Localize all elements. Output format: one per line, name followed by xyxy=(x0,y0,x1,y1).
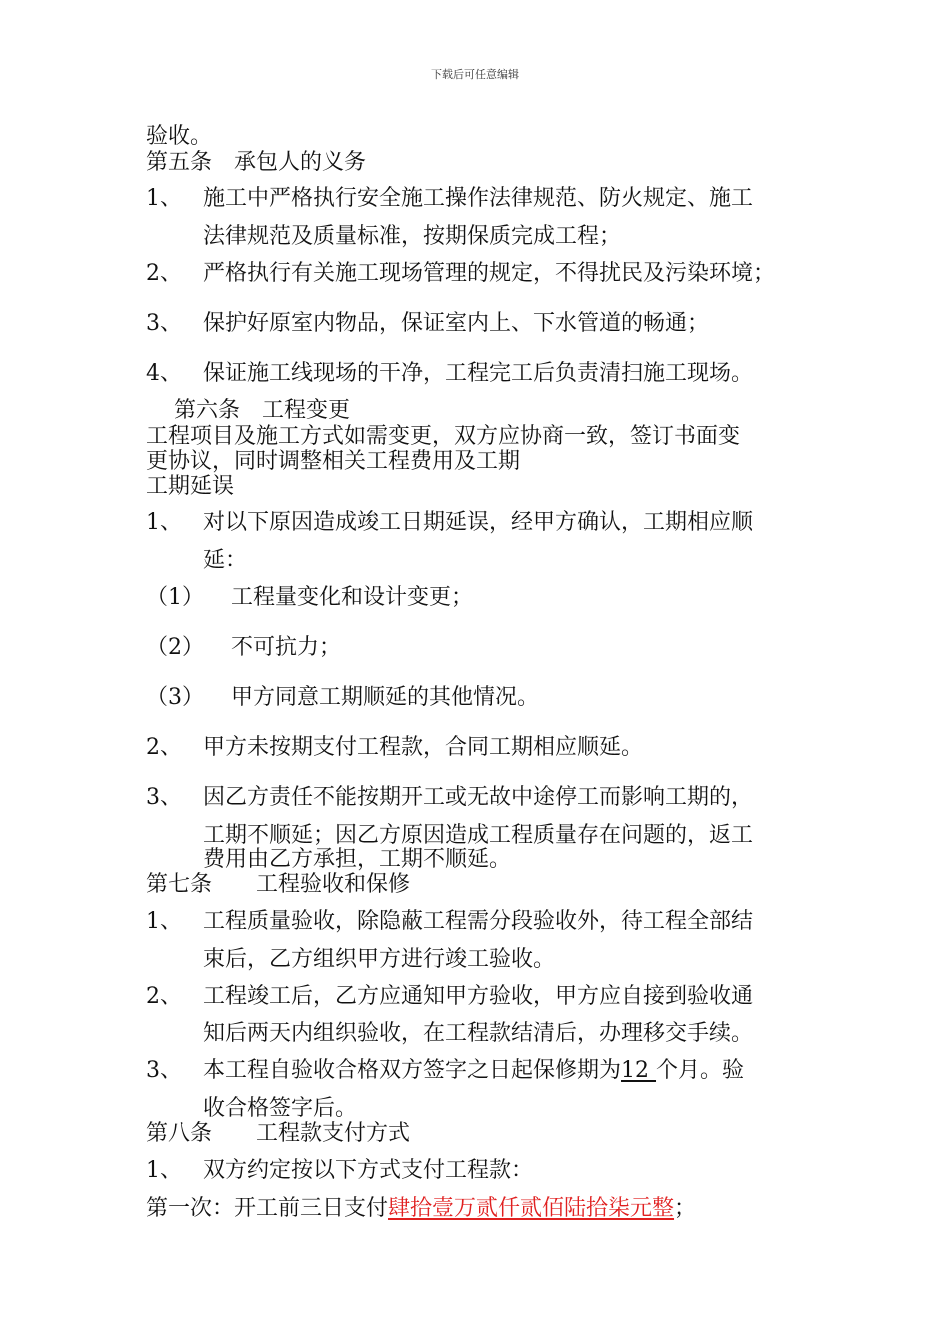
list-text xyxy=(203,1058,744,1084)
list-number: 1、 xyxy=(146,186,182,211)
list-number: 2、 xyxy=(146,984,182,1009)
list-number: 3、 xyxy=(146,311,182,336)
payment-line-1 xyxy=(146,1196,696,1222)
section-heading-6: 第六条 工程变更 xyxy=(174,398,351,423)
list-text-continued: 法律规范及质量标准，按期保质完成工程； xyxy=(203,224,622,249)
page-header: 下载后可任意编辑 xyxy=(431,68,519,81)
list-number: （1） xyxy=(146,585,204,610)
payment-label: 第一次：开工前三日支付 xyxy=(146,1196,389,1221)
section-heading-5: 第五条 承包人的义务 xyxy=(146,150,367,175)
paragraph-line: 更协议，同时调整相关工程费用及工期 xyxy=(146,449,521,474)
list-text: 因乙方责任不能按期开工或无故中途停工而影响工期的， xyxy=(203,785,754,810)
list-number: （3） xyxy=(146,685,204,710)
list-number: 2、 xyxy=(146,735,182,760)
list-text-continued: 知后两天内组织验收，在工程款结清后，办理移交手续。 xyxy=(203,1021,754,1046)
list-text: 保护好原室内物品，保证室内上、下水管道的畅通； xyxy=(203,311,710,336)
paragraph-line: 工程项目及施工方式如需变更，双方应协商一致，签订书面变 xyxy=(146,424,741,449)
list-text-continued: 工期不顺延；因乙方原因造成工程质量存在问题的，返工 xyxy=(203,823,754,848)
payment-end: ； xyxy=(674,1196,697,1221)
list-text: 严格执行有关施工现场管理的规定，不得扰民及污染环境； xyxy=(203,261,776,286)
list-number: 1、 xyxy=(146,909,182,934)
list-text: 工程质量验收，除隐蔽工程需分段验收外，待工程全部结 xyxy=(203,909,754,934)
list-number: 3、 xyxy=(146,1058,182,1083)
list-text: 保证施工线现场的干净，工程完工后负责清扫施工现场。 xyxy=(203,361,754,386)
list-text-continued: 延： xyxy=(203,548,248,573)
list-number: （2） xyxy=(146,635,204,660)
list-text: 双方约定按以下方式支付工程款： xyxy=(203,1158,534,1183)
list-text-continued: 束后，乙方组织甲方进行竣工验收。 xyxy=(203,947,556,972)
paragraph-line: 验收。 xyxy=(146,124,213,149)
list-number: 1、 xyxy=(146,510,182,535)
list-text: 不可抗力； xyxy=(231,635,342,660)
list-text-continued: 费用由乙方承担，工期不顺延。 xyxy=(203,847,512,872)
list-text: 甲方同意工期顺延的其他情况。 xyxy=(231,685,540,710)
list-number: 3、 xyxy=(146,785,182,810)
list-text-part: 个月。验 xyxy=(656,1058,745,1083)
list-number: 4、 xyxy=(146,361,182,386)
warranty-months: 12 xyxy=(621,1058,657,1083)
list-text: 施工中严格执行安全施工操作法律规范、防火规定、施工 xyxy=(203,186,754,211)
list-text-continued: 收合格签字后。 xyxy=(203,1096,358,1121)
section-heading-7: 第七条 工程验收和保修 xyxy=(146,872,411,897)
list-number: 1、 xyxy=(146,1158,182,1183)
list-text: 对以下原因造成竣工日期延误，经甲方确认，工期相应顺 xyxy=(203,510,754,535)
payment-amount: 肆拾壹万贰仟贰佰陆拾柒元整 xyxy=(388,1196,675,1221)
list-text-part: 本工程自验收合格双方签字之日起保修期为 xyxy=(203,1058,622,1083)
list-text: 工程量变化和设计变更； xyxy=(231,585,474,610)
list-text: 甲方未按期支付工程款，合同工期相应顺延。 xyxy=(203,735,644,760)
subsection-heading: 工期延误 xyxy=(146,474,235,499)
section-heading-8: 第八条 工程款支付方式 xyxy=(146,1121,411,1146)
list-text: 工程竣工后，乙方应通知甲方验收，甲方应自接到验收通 xyxy=(203,984,754,1009)
list-number: 2、 xyxy=(146,261,182,286)
